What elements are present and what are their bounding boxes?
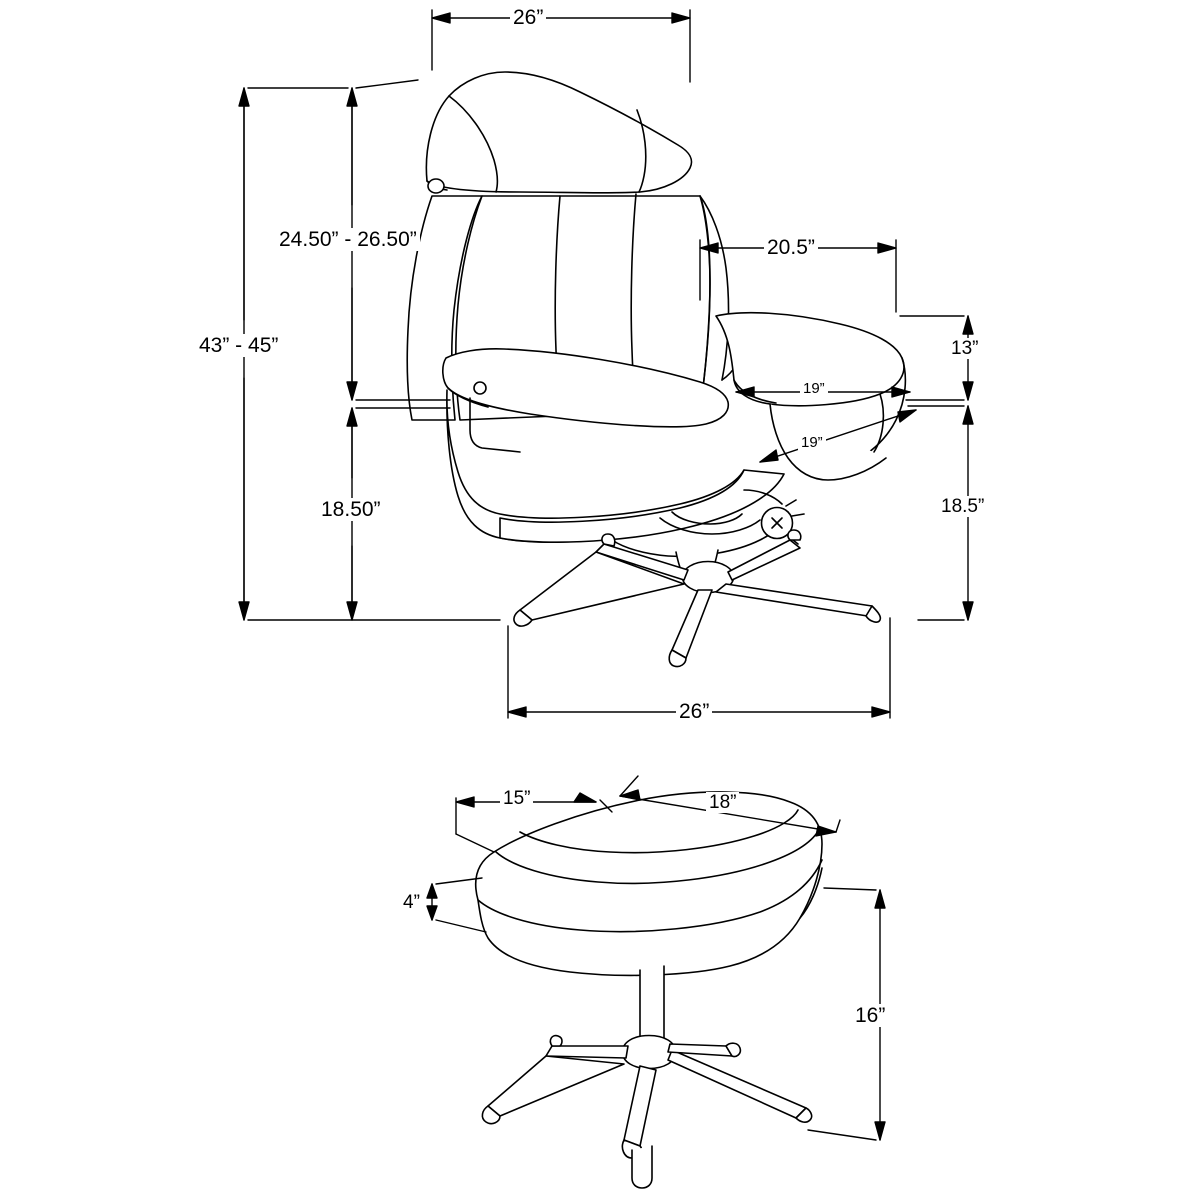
dim-chair-arm-height: 13”: [948, 338, 981, 359]
ottoman-illustration: [476, 792, 822, 1188]
dim-ottoman-height: 16”: [852, 1004, 888, 1027]
dim-chair-seat-width-upper: 19”: [800, 380, 828, 397]
dim-ottoman-depth: 15”: [500, 788, 533, 809]
dim-chair-seat-depth: 20.5”: [764, 236, 818, 259]
dim-chair-overall-height: 43” - 45”: [196, 334, 281, 357]
dim-chair-seat-width-lower: 19”: [798, 434, 826, 451]
dim-chair-top-width: 26”: [510, 6, 546, 29]
dim-chair-back-height: 24.50” - 26.50”: [276, 228, 420, 251]
dim-chair-side-seat-height: 18.5”: [938, 496, 987, 517]
chair-illustration: [407, 72, 905, 667]
dim-ottoman-cushion-thickness: 4”: [400, 892, 423, 913]
dim-chair-seat-height: 18.50”: [318, 498, 384, 521]
dim-ottoman-width: 18”: [706, 792, 739, 813]
dim-chair-base-width: 26”: [676, 700, 712, 723]
